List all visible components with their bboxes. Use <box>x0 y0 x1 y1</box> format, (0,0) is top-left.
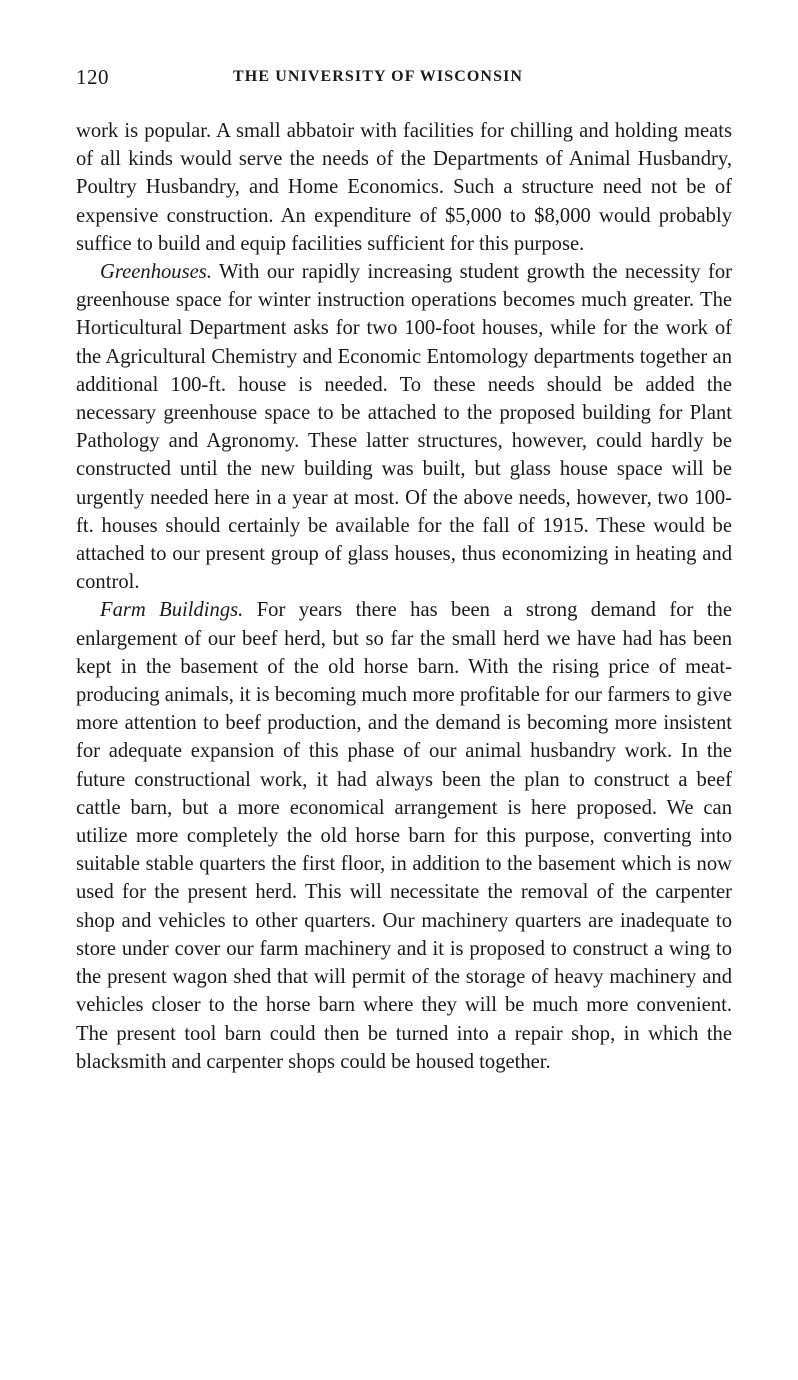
paragraph-text: With our rapidly increasing student growth the necessity for greenhouse space for winter instruction operations becomes much greater. The Horticultural Department asks for two 100-foot houses, while for the work of the Agricultural Chemistry and Economic Entomology departments together an additional 100-ft. house is needed. To these needs should be added the necessary greenhouse space to be attached to the proposed building for Plant Pathology and Agronomy. These latter structures, however, could hardly be constructed until the new building was built, but glass house space will be urgently needed here in a year at most. Of the above needs, however, two 100-ft. houses should certainly be available for the fall of 1915. These would be attached to our present group of glass houses, thus economizing in heating and control. <box>76 261 732 594</box>
section-heading-farm-buildings: Farm Buildings. <box>100 599 244 622</box>
paragraph-text: work is popular. A small abbatoir with facilities for chilling and holding meats of all kinds would serve the needs of the Departments of Animal Husbandry, Poultry Husbandry, and Home Economics. Such a structure need not be of expensive construction. An expenditure of $5,000 to $8,000 would probably suffice to build and equip facilities sufficient for this purpose. <box>76 120 732 255</box>
body-text <box>76 117 732 1076</box>
paragraph-farm-buildings <box>76 596 732 1075</box>
header-title: THE UNIVERSITY OF WISCONSIN <box>233 68 524 85</box>
page-number: 120 <box>76 65 109 89</box>
running-header <box>76 63 732 91</box>
paragraph-greenhouses <box>76 258 732 596</box>
paragraph-abbatoir <box>76 117 732 258</box>
paragraph-text: For years there has been a strong demand for the enlargement of our beef herd, but so far the small herd we have had has been kept in the basement of the old horse barn. With the rising price of meat-producing animals, it is becoming much more profitable for our farmers to give more attention to beef production, and the demand is becoming more insistent for adequate expansion of this phase of our animal husbandry work. In the future constructional work, it had always been the plan to construct a beef cattle barn, but a more economical arrangement is here proposed. We can utilize more completely the old horse barn for this purpose, converting into suitable stable quarters the first floor, in addition to the basement which is now used for the present herd. This will necessitate the removal of the carpenter shop and vehicles to other quarters. Our machinery quarters are inadequate to store under cover our farm machinery and it is proposed to construct a wing to the present wagon shed that will permit of the storage of heavy machinery and vehicles closer to the horse barn where they will be much more convenient. The present tool barn could then be turned into a repair shop, in which the blacksmith and carpenter shops could be housed together. <box>76 599 732 1073</box>
section-heading-greenhouses: Greenhouses. <box>100 261 212 284</box>
